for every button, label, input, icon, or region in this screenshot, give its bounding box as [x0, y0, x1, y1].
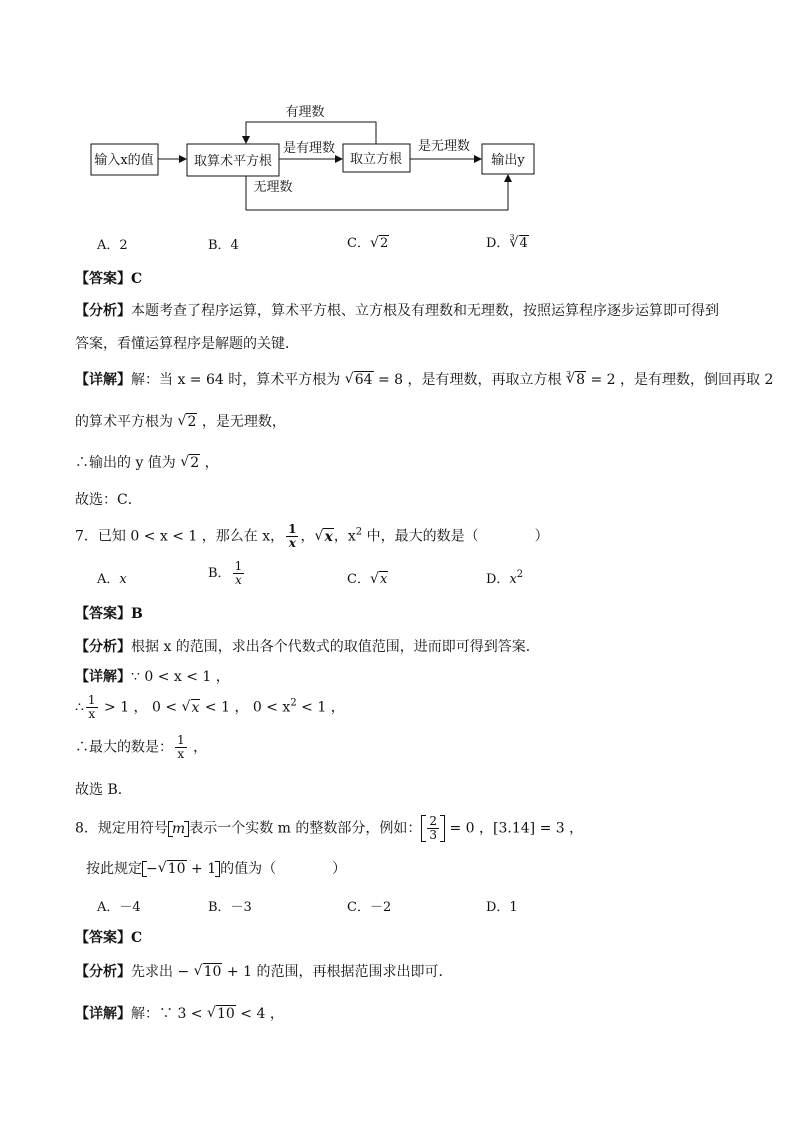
q7-stem-a: 7．已知 0 < x < 1 ，那么在 x，	[75, 528, 285, 545]
q7-option-d-sup: 2	[516, 569, 524, 580]
q6-option-b	[208, 234, 239, 253]
q7-stem-rad: x	[324, 528, 333, 545]
q7-option-b-num: 1	[234, 559, 243, 573]
fraction	[175, 734, 187, 761]
q6-detail-text3a: ∴输出的 y 值为	[75, 455, 181, 471]
q7-detail-2-sup: 2	[290, 697, 297, 709]
q6-option-d-prefix: D．	[486, 236, 510, 251]
input-box-label: 输入x的值	[94, 153, 154, 168]
q8-stem-b: 表示一个实数 m 的整数部分，例如：	[189, 820, 422, 837]
q7-detail-text1: ∵ 0 < x < 1 ，	[131, 669, 230, 685]
q6-analysis-text1: 本题考查了程序运算，算术平方根、立方根及有理数和无理数，按照运算程序逐步运算即可得到	[131, 303, 719, 319]
q7-detail-2-num: 1	[87, 693, 96, 707]
q7-option-a	[97, 568, 127, 587]
q7-option-a-label: A．	[97, 572, 120, 587]
analysis-tag: 【分析】	[75, 639, 131, 655]
q6-answer: 【答案】C	[75, 271, 143, 287]
q7-detail-2c: < 1 ， 0 < x	[200, 699, 291, 716]
label-irrational: 无理数	[253, 180, 293, 195]
q6-detail-text2a: 的算术平方根为	[75, 414, 178, 430]
q7-detail-3b: ，	[188, 739, 208, 756]
q7-option-c-rad: x	[379, 572, 388, 587]
q7-detail-2-den: x	[88, 707, 96, 721]
q7-detail-line1	[75, 666, 230, 686]
sqrt-symbol	[370, 236, 389, 251]
q7-option-b	[208, 560, 246, 587]
q8-detail-b: < 4 ，	[235, 1006, 284, 1022]
q7-detail-2d: < 1 ，	[296, 699, 345, 716]
q6-option-a	[97, 234, 128, 253]
q8-stem-a: 8．规定用符号	[75, 820, 168, 837]
q7-stem-den: x	[288, 536, 296, 550]
sqrt-symbol	[345, 372, 374, 388]
q6-detail-text1a: 解：当 x = 64 时，算术平方根为	[131, 372, 345, 388]
label-is-irrational: 是无理数	[417, 139, 471, 154]
q8-option-a: A．－4	[97, 900, 141, 915]
q8-stem2-b: 的值为（ ）	[220, 861, 347, 877]
q6-option-d: D．$^3$√ 4	[486, 232, 529, 251]
q7-option-c-label: C．	[347, 572, 370, 587]
detail-tag: 【详解】	[75, 1006, 131, 1022]
q6-detail-rad3: 2	[187, 414, 197, 430]
q6-detail-rad4: 2	[190, 455, 200, 471]
q7-option-d	[486, 568, 523, 587]
q6-detail-line3	[75, 452, 219, 472]
q7-option-d-val: x	[509, 572, 517, 587]
sqrt-symbol	[207, 1006, 236, 1022]
q6-detail-line2	[75, 411, 286, 431]
q7-stem-d: 中，最大的数是（ ）	[362, 528, 549, 545]
q8-stem2-rad: 10	[167, 861, 186, 877]
q8-stem-c: = 0 ，[3.14] = 3 ，	[445, 820, 584, 837]
q6-detail-text2b: ，是无理数，	[197, 414, 286, 430]
q6-option-b-text: B．4	[208, 238, 239, 253]
detail-tag: 【详解】	[75, 372, 131, 388]
q7-option-b-den: x	[234, 573, 242, 587]
q8-stem-num: 2	[429, 814, 438, 828]
q6-option-c-prefix: C．	[347, 236, 370, 251]
q6-option-d-radicand: 4	[519, 236, 528, 251]
q8-analysis-b: + 1 的范围，再根据范围求出即可．	[222, 964, 453, 980]
floor-bracket	[142, 861, 220, 877]
sqrt-symbol	[182, 700, 201, 716]
q8-option-b: B．－3	[208, 900, 252, 915]
q7-stem-b: ，	[300, 528, 315, 545]
label-rational-top: 有理数	[285, 105, 325, 120]
q7-stem-c: ，x	[333, 528, 356, 545]
q7-stem-num: 1	[288, 522, 297, 536]
sqrt-symbol	[194, 964, 223, 980]
q7-answer: 【答案】B	[75, 606, 143, 622]
q6-detail-rad1: 64	[354, 372, 373, 388]
analysis-tag: 【分析】	[75, 964, 131, 980]
q7-detail-line2	[75, 694, 345, 721]
q7-option-c	[347, 568, 388, 587]
q7-detail-2-rad: x	[191, 699, 200, 716]
sqrt-symbol	[314, 529, 333, 545]
q7-detail-3a: ∴最大的数是：	[75, 739, 173, 756]
q6-analysis-line1	[75, 300, 719, 320]
q7-detail-3-den: x	[177, 747, 185, 761]
q7-choose: 故选 B．	[75, 782, 132, 798]
program-flowchart	[80, 100, 550, 220]
analysis-tag: 【分析】	[75, 303, 131, 319]
q6-choose: 故选：C．	[75, 492, 142, 508]
q7-analysis-text: 根据 x 的范围，求出各个代数式的取值范围，进而即可得到答案．	[131, 639, 540, 655]
q7-option-d-label: D．	[486, 572, 510, 587]
sqrt-symbol	[158, 861, 187, 877]
q8-option-d: D．1	[486, 900, 518, 915]
q6-option-c-radicand: 2	[379, 236, 389, 251]
q6-detail-text1b: = 8 ，是有理数，再取立方根	[373, 372, 566, 388]
q8-detail-rad: 10	[217, 1006, 235, 1022]
q6-analysis-line2: 答案，看懂运算程序是解题的关键．	[75, 336, 299, 352]
label-is-rational: 是有理数	[282, 141, 336, 156]
q8-analysis-rad: 10	[203, 964, 222, 980]
output-box-label: 输出y	[491, 153, 525, 168]
q8-stem2-a: 按此规定	[86, 861, 142, 877]
q8-stem-line1	[75, 815, 583, 842]
q8-option-c: C．－2	[347, 900, 392, 915]
cube-root-symbol	[566, 372, 586, 388]
q7-detail-2a: ∴	[75, 699, 84, 716]
fraction	[427, 815, 439, 842]
q8-analysis	[75, 961, 452, 981]
floor-bracket	[168, 821, 189, 837]
q8-detail-a: 解：∵ 3 <	[131, 1006, 207, 1022]
sqrt-symbol	[177, 414, 197, 430]
q7-analysis	[75, 636, 540, 656]
sqrt-symbol	[370, 572, 388, 587]
q8-stem-den: 3	[429, 828, 438, 842]
q6-detail-text1c: = 2 ，是有理数，倒回再取 2	[586, 372, 774, 388]
q6-option-a-text: A．2	[97, 238, 128, 253]
q8-stem2-inner-b: + 1	[186, 861, 217, 877]
q8-stem2-inner-a: −	[146, 861, 158, 877]
q7-stem-sup: 2	[355, 526, 363, 538]
q8-answer: 【答案】C	[75, 930, 143, 946]
fraction	[286, 523, 298, 550]
fraction	[86, 694, 98, 721]
q8-stem-m: m	[171, 820, 186, 837]
q7-detail-line3	[75, 734, 207, 761]
fraction	[233, 560, 245, 587]
cube-box-label: 取立方根	[349, 152, 403, 167]
sqrt-symbol	[180, 455, 200, 471]
detail-tag: 【详解】	[75, 669, 131, 685]
q7-option-b-label: B．	[208, 566, 231, 581]
q6-detail-rad2: 8	[576, 372, 585, 388]
sqrt-box-label: 取算术平方根	[193, 154, 273, 169]
q6-option-c	[347, 232, 389, 251]
q7-stem	[75, 523, 549, 550]
floor-bracket	[421, 815, 445, 842]
q7-detail-2b: > 1 ， 0 <	[99, 699, 182, 716]
q7-option-a-val: x	[119, 572, 127, 587]
q7-detail-3-num: 1	[177, 733, 185, 747]
q6-detail-line1: 【详解】解：当 x = 64 时，算术平方根为 √ 64 = 8 ，是有理数，再取立方根 $^3$√ 8 = 2 ，是有理数，倒回再取 2	[75, 369, 773, 389]
cube-root-symbol	[510, 236, 529, 251]
q8-detail	[75, 1003, 284, 1023]
q8-stem-line2	[86, 858, 346, 878]
q6-detail-text3b: ，	[200, 455, 219, 471]
q8-analysis-a: 先求出 −	[131, 964, 194, 980]
